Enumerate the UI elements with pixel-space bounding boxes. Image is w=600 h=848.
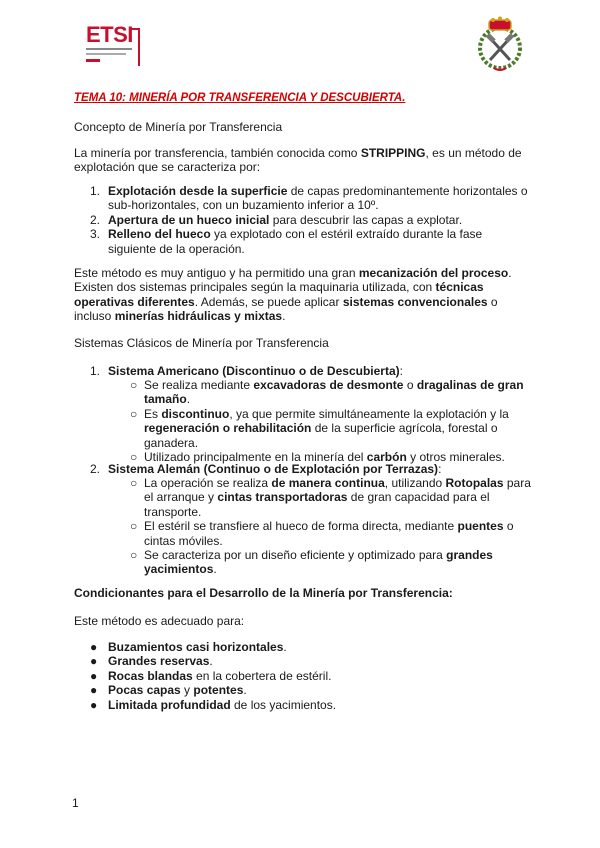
conditions-intro: Este método es adecuado para: xyxy=(74,614,245,628)
aleman-details xyxy=(74,476,532,577)
list-item: 3. Relleno del hueco ya explotado con el estéril extraído durante la fase siguiente de la operación. xyxy=(90,227,483,256)
conditions-list xyxy=(74,640,532,712)
systems-list-2 xyxy=(74,462,532,476)
section-heading-concepto: Concepto de Minería por Transferencia xyxy=(74,120,283,134)
list-item: ● Rocas blandas en la cobertera de estéril. xyxy=(90,668,332,683)
list-item: 1. Explotación desde la superficie de capas predominantemente horizontales o sub-horizontales, con un buzamiento inferior a 10º. xyxy=(90,184,528,213)
mining-crest-icon xyxy=(474,16,526,74)
method-paragraph: Este método es muy antiguo y ha permitido una gran mecanización del proceso. Existen dos sistemas principales según la maquinaria utilizada, con técnicas operativas diferentes. Además, se puede aplicar sistemas convencionales o incluso minerías hidráulicas y mixtas. xyxy=(74,266,512,324)
system-item-aleman: 2. Sistema Alemán (Continuo o de Explotación por Terrazas): xyxy=(90,462,442,476)
characteristics-list xyxy=(74,184,532,256)
list-item: 2. Apertura de un hueco inicial para descubrir las capas a explotar. xyxy=(90,212,463,227)
list-item: ○ Se realiza mediante excavadoras de desmonte o dragalinas de gran tamaño. xyxy=(130,378,524,407)
intro-paragraph: La minería por transferencia, también conocida como STRIPPING, es un método de explotación que se caracteriza por: xyxy=(74,146,522,175)
document-title: TEMA 10: MINERÍA POR TRANSFERENCIA Y DESCUBIERTA. xyxy=(74,92,406,104)
section-heading-condicionantes: Condicionantes para el Desarrollo de la Minería por Transferencia: xyxy=(74,586,453,600)
list-item: ○ El estéril se transfiere al hueco de forma directa, mediante puentes o cintas móviles. xyxy=(130,519,514,548)
americano-details xyxy=(74,378,532,464)
system-item-americano: 1. Sistema Americano (Discontinuo o de Descubierta): xyxy=(90,364,403,378)
list-item: ● Limitada profundidad de los yacimientos. xyxy=(90,697,337,712)
page-number: 1 xyxy=(72,796,79,810)
list-item: ○ La operación se realiza de manera continua, utilizando Rotopalas para el arranque y cintas transportadoras de gran capacidad para el transporte. xyxy=(130,476,531,519)
section-heading-sistemas: Sistemas Clásicos de Minería por Transferencia xyxy=(74,336,329,350)
list-item: ○ Se caracteriza por un diseño eficiente y optimizado para grandes yacimientos. xyxy=(130,548,493,577)
systems-list xyxy=(74,364,532,378)
list-item: ● Pocas capas y potentes. xyxy=(90,683,247,698)
etsi-logo xyxy=(86,24,146,70)
list-item: ● Grandes reservas. xyxy=(90,654,213,669)
etsi-logo-text: ETSI xyxy=(86,22,133,47)
list-item: ● Buzamientos casi horizontales. xyxy=(90,640,287,654)
list-item: ○ Es discontinuo, ya que permite simultáneamente la explotación y la regeneración o rehabilitación de la superficie agrícola, forestal o ganadera. xyxy=(130,406,509,450)
list-item: ○ Utilizado principalmente en la minería del carbón y otros minerales. xyxy=(130,450,505,465)
